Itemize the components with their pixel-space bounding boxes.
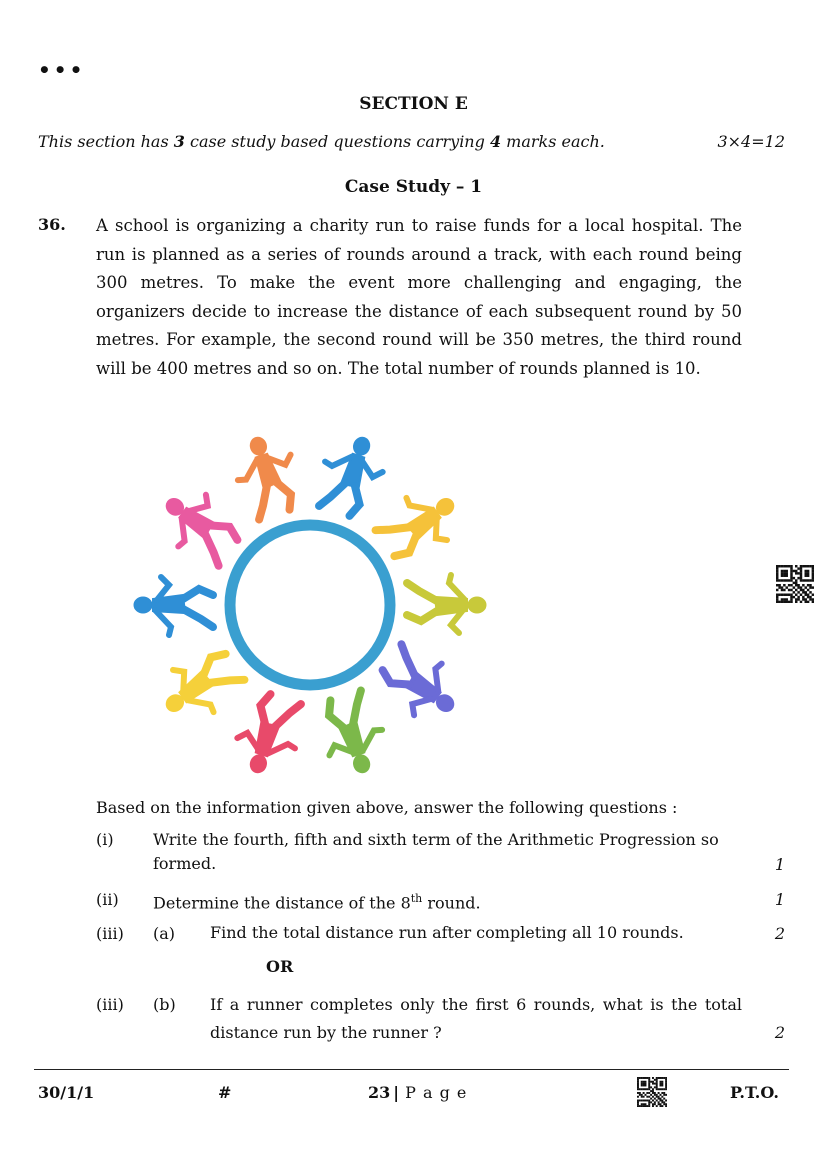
case-study-title: Case Study – 1 [344, 177, 483, 197]
footer-divider [34, 1069, 789, 1070]
q-ii-text: Determine the distance of the 8th round. [153, 892, 481, 913]
footer-qr-code-icon [637, 1077, 667, 1107]
runner-figure [134, 577, 213, 635]
runner-figure [372, 638, 470, 731]
paper-code: 30/1/1 [38, 1083, 95, 1102]
side-qr-code-icon [776, 565, 814, 603]
q-iii-a-number: (iii) [96, 924, 124, 943]
case-study-paragraph: A school is organizing a charity run to raise funds for a local hospital. The run is planned as a series of rounds around a track, with each round being 300 metres. To make the event more challenging and engaging, the organizers decide to increase the distance of each subsequent round by 50 metres. For example, the second round will be 350 metres, the third round will be 400 metres and so on. The total number of rounds planned is 10. [96, 216, 742, 378]
q-ii-number: (ii) [96, 890, 119, 909]
runner-figure [313, 688, 393, 780]
q-ii-marks: 1 [774, 890, 785, 909]
runner-figure [311, 428, 391, 521]
q-iii-a-text: Find the total distance run after completing all 10 rounds. [210, 923, 684, 942]
q-iii-b-number: (iii) [96, 995, 124, 1014]
q-i-text: Write the fourth, fifth and sixth term of the Arithmetic Progression so formed. [153, 830, 719, 873]
runner-figure [229, 689, 309, 780]
or-label: OR [266, 957, 294, 976]
section-marks-total: 3×4=12 [717, 132, 785, 151]
q-iii-b-sub: (b) [153, 995, 176, 1014]
q-iii-a-sub: (a) [153, 924, 176, 943]
pto-label: P.T.O. [730, 1083, 779, 1102]
runner-figure [227, 429, 307, 522]
header-dots: ••• [38, 58, 86, 82]
footer-hash: # [218, 1083, 232, 1102]
runner-figure [151, 639, 249, 732]
questions-prompt: Based on the information given above, answer the following questions : [96, 798, 678, 817]
section-intro: This section has 3 case study based questions carrying 4 marks each. [38, 132, 605, 151]
runner-figure [407, 575, 486, 633]
runner-figure [371, 477, 469, 570]
section-title: SECTION E [359, 94, 468, 114]
charity-run-illustration [125, 420, 495, 780]
page-indicator: 23 | P a g e [368, 1083, 468, 1102]
q-iii-b-marks: 2 [774, 1023, 785, 1042]
runner-figure [150, 479, 248, 572]
q-iii-a-marks: 2 [774, 924, 785, 943]
q-i-number: (i) [96, 830, 114, 849]
q-i-marks: 1 [774, 855, 785, 874]
q-iii-b-text: If a runner completes only the first 6 rounds, what is the total distance run by the runner ? [210, 995, 742, 1042]
track-ring [230, 525, 390, 685]
question-number: 36. [38, 215, 66, 234]
